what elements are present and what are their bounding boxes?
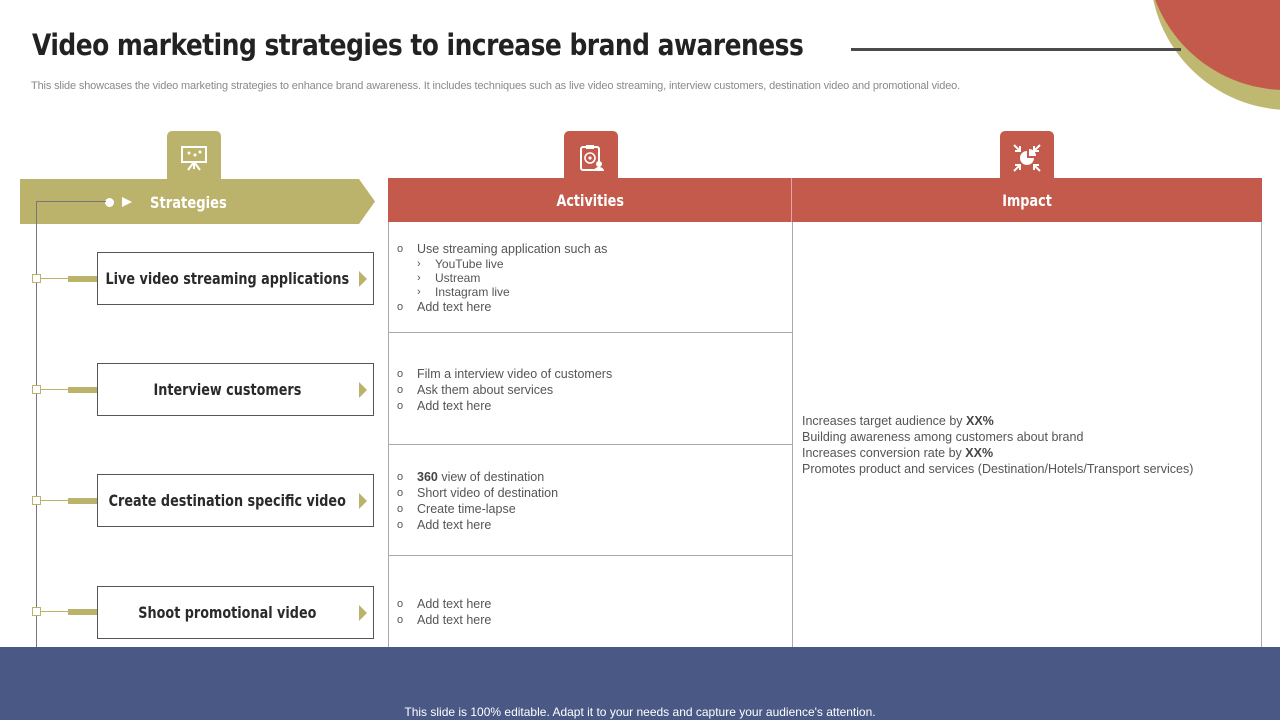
strategy-card-promotional-video[interactable] xyxy=(97,586,374,639)
arrow-right-icon xyxy=(359,382,367,398)
activities-cell-1: o Use streaming application such as › YouTube live › Ustream › Instagram live o Add text here xyxy=(388,222,793,333)
arrow-right-icon xyxy=(359,605,367,621)
header-divider xyxy=(791,178,792,222)
page-subtitle: This slide showcases the video marketing strategies to enhance brand awareness. It includes techniques such as live video streaming, interview customers, destination video and promotional video. xyxy=(31,80,961,92)
timeline-top-line xyxy=(36,201,106,202)
activities-header: Activities xyxy=(388,178,792,222)
play-icon xyxy=(122,197,132,207)
activities-cell-3: o 360 view of destination o Short video of destination o Create time-lapse o Add text here xyxy=(388,445,793,556)
timeline-node xyxy=(32,607,41,616)
arrow-right-icon xyxy=(359,493,367,509)
activities-cell-4: o Add text here o Add text here xyxy=(388,556,793,668)
timeline-line xyxy=(36,201,37,667)
page-title: Video marketing strategies to increase brand awareness xyxy=(32,28,804,62)
banner-dot-icon xyxy=(105,198,114,207)
strategies-header: Strategies xyxy=(150,193,227,212)
banner-chevron xyxy=(355,179,375,224)
activities-cell-2: o Film a interview video of customers o Ask them about services o Add text here xyxy=(388,333,793,445)
strategy-card-interview-customers[interactable] xyxy=(97,363,374,416)
strategy-card-destination-video[interactable] xyxy=(97,474,374,527)
title-underline xyxy=(851,48,1181,51)
strategy-card-live-streaming[interactable] xyxy=(97,252,374,305)
timeline-node xyxy=(32,385,41,394)
timeline-node xyxy=(32,274,41,283)
arrow-right-icon xyxy=(359,271,367,287)
impact-header: Impact xyxy=(792,178,1262,222)
strategy-label: Create destination specific video xyxy=(108,491,346,510)
strategy-label: Live video streaming applications xyxy=(105,269,349,288)
strategy-label: Interview customers xyxy=(153,380,301,399)
footer-text: This slide is 100% editable. Adapt it to your needs and capture your audience's attention. xyxy=(404,705,876,719)
presentation-board-icon xyxy=(166,130,222,186)
timeline-node xyxy=(32,496,41,505)
impact-cell: Increases target audience by XX% Building awareness among customers about brand Increases conversion rate by XX% Promotes product and services (Destination/Hotels/Transport services) xyxy=(792,222,1262,668)
strategy-label: Shoot promotional video xyxy=(137,603,317,622)
